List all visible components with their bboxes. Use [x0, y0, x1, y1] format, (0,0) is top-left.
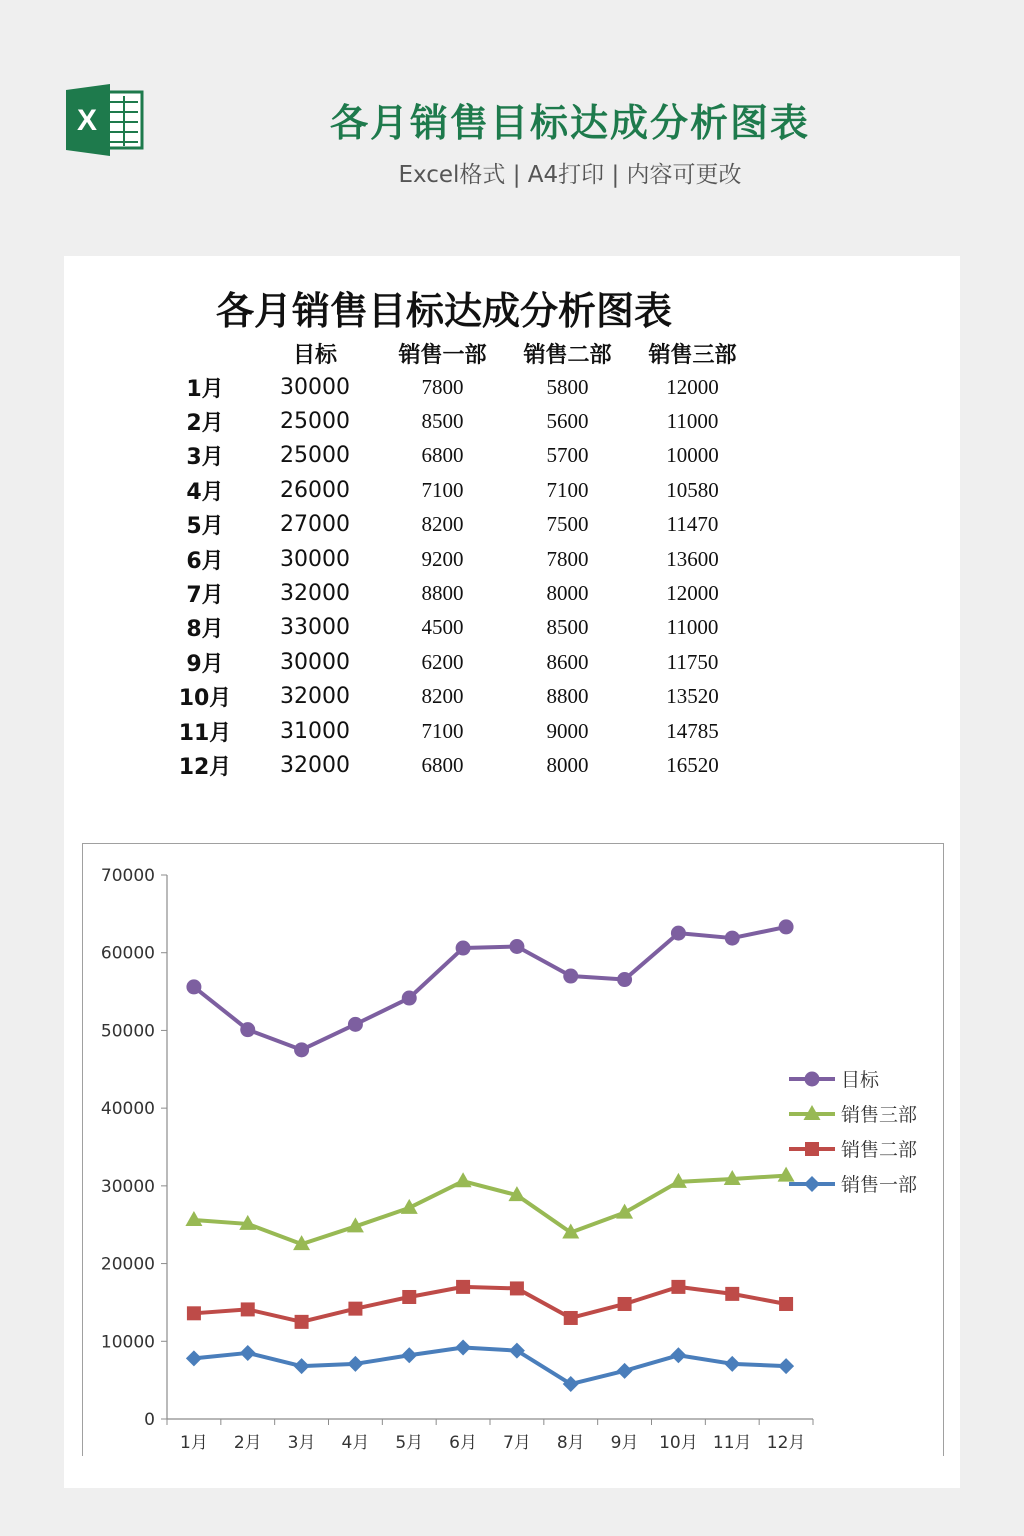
- cell-d3: 11000: [666, 409, 719, 434]
- data-point: [402, 991, 417, 1006]
- data-point: [725, 1287, 739, 1301]
- cell-month: 10月: [178, 686, 232, 712]
- cell-d2: 5800: [546, 374, 589, 399]
- data-point: [456, 1280, 470, 1294]
- data-point: [618, 1297, 632, 1311]
- cell-d2: 5700: [546, 443, 589, 468]
- data-point: [617, 972, 632, 987]
- data-point: [564, 1311, 578, 1325]
- cell-d2: 8800: [546, 684, 589, 709]
- cell-d1: 6800: [421, 752, 464, 777]
- table-row: [160, 508, 755, 542]
- data-point: [295, 1315, 309, 1329]
- cell-target: 25000: [280, 409, 350, 435]
- data-point: [294, 1358, 310, 1374]
- table-row: [160, 370, 755, 404]
- data-point: [240, 1345, 256, 1361]
- table-row: [160, 404, 755, 438]
- cell-d1: 8500: [421, 409, 464, 434]
- cell-d2: 8600: [546, 649, 589, 674]
- data-point: [186, 979, 201, 994]
- legend-marker: [805, 1142, 819, 1156]
- cell-d1: 6800: [421, 443, 464, 468]
- cell-d1: 6200: [421, 649, 464, 674]
- y-tick-label: 40000: [100, 1099, 155, 1120]
- table-row: [160, 680, 755, 714]
- cell-d2: 5600: [546, 409, 589, 434]
- y-tick-label: 0: [144, 1410, 155, 1430]
- data-point: [348, 1302, 362, 1316]
- cell-d1: 8800: [421, 581, 464, 606]
- series-line: [194, 1348, 786, 1385]
- data-point: [670, 1347, 686, 1363]
- legend-label: 销售二部: [841, 1139, 918, 1161]
- cell-target: 30000: [280, 374, 350, 400]
- data-point: [456, 941, 471, 956]
- cell-d3: 10000: [666, 443, 719, 468]
- cell-d3: 13520: [666, 684, 719, 709]
- y-tick-label: 50000: [100, 1021, 155, 1042]
- data-point: [509, 939, 524, 954]
- cell-month: 12月: [178, 754, 232, 780]
- excel-logo-letter: X: [76, 104, 98, 137]
- page-subtitle: Excel格式 | A4打印 | 内容可更改: [398, 162, 742, 188]
- header-dept1: 销售一部: [398, 342, 487, 368]
- x-tick-label: 12月: [766, 1433, 806, 1453]
- header-dept2: 销售二部: [523, 342, 612, 368]
- cell-target: 27000: [280, 512, 350, 538]
- data-point: [725, 931, 740, 946]
- header-blank: [160, 336, 250, 370]
- series-line: [194, 1287, 786, 1322]
- y-tick-label: 20000: [100, 1254, 155, 1275]
- table-row: [160, 439, 755, 473]
- table-row: [160, 714, 755, 748]
- line-chart: [82, 843, 944, 1456]
- cell-target: 32000: [280, 581, 350, 607]
- x-tick-label: 9月: [610, 1433, 639, 1453]
- table-row: [160, 645, 755, 679]
- data-point: [671, 1280, 685, 1294]
- cell-target: 31000: [280, 718, 350, 744]
- data-point: [455, 1340, 471, 1356]
- cell-d3: 14785: [666, 718, 719, 743]
- data-point: [294, 1042, 309, 1057]
- data-point: [240, 1022, 255, 1037]
- data-point: [671, 926, 686, 941]
- cell-d3: 10580: [666, 477, 719, 502]
- cell-d2: 7500: [546, 512, 589, 537]
- cell-d3: 12000: [666, 581, 719, 606]
- legend-marker: [805, 1072, 820, 1087]
- data-point: [779, 919, 794, 934]
- header-dept3: 销售三部: [648, 342, 737, 368]
- y-tick-label: 10000: [100, 1332, 155, 1353]
- excel-logo-icon: [66, 84, 144, 156]
- spreadsheet-preview: [64, 256, 960, 1488]
- cell-d3: 11000: [666, 615, 719, 640]
- data-point: [401, 1347, 417, 1363]
- cell-d2: 7100: [546, 477, 589, 502]
- table-row: [160, 748, 755, 782]
- header-target: 目标: [292, 342, 337, 368]
- cell-d1: 9200: [421, 546, 464, 571]
- data-point: [402, 1290, 416, 1304]
- table-header-row: [160, 336, 755, 370]
- data-point: [455, 1172, 472, 1187]
- cell-month: 4月: [186, 479, 224, 505]
- data-point: [241, 1302, 255, 1316]
- table-row: [160, 576, 755, 610]
- cell-month: 3月: [186, 445, 224, 471]
- cell-month: 11月: [178, 720, 232, 746]
- cell-d3: 12000: [666, 374, 719, 399]
- data-point: [510, 1281, 524, 1295]
- data-point: [563, 969, 578, 984]
- cell-month: 9月: [186, 651, 224, 677]
- y-tick-label: 30000: [100, 1176, 155, 1197]
- sheet-title: 各月销售目标达成分析图表: [215, 289, 672, 333]
- legend-label: 销售一部: [841, 1174, 918, 1196]
- x-tick-label: 3月: [287, 1433, 316, 1453]
- table-row: [160, 611, 755, 645]
- data-point: [348, 1017, 363, 1032]
- y-tick-label: 70000: [100, 866, 155, 886]
- cell-d2: 8000: [546, 752, 589, 777]
- data-point: [187, 1306, 201, 1320]
- legend-marker: [804, 1176, 820, 1192]
- legend-label: 目标: [841, 1069, 880, 1091]
- cell-target: 30000: [280, 649, 350, 675]
- x-tick-label: 8月: [556, 1433, 585, 1453]
- cell-d1: 8200: [421, 684, 464, 709]
- table-row: [160, 542, 755, 576]
- legend-label: 销售三部: [841, 1104, 918, 1126]
- data-point: [778, 1358, 794, 1374]
- cell-month: 7月: [186, 583, 224, 609]
- cell-d2: 8500: [546, 615, 589, 640]
- cell-month: 2月: [186, 411, 224, 437]
- x-tick-label: 6月: [449, 1433, 477, 1453]
- cell-target: 30000: [280, 546, 350, 572]
- x-tick-label: 10月: [659, 1433, 698, 1453]
- cell-d2: 7800: [546, 546, 589, 571]
- cell-d1: 4500: [421, 615, 464, 640]
- cell-d2: 9000: [546, 718, 589, 743]
- cell-d1: 7100: [421, 477, 464, 502]
- x-tick-label: 4月: [341, 1433, 370, 1453]
- cell-d1: 7100: [421, 718, 464, 743]
- y-tick-label: 60000: [100, 943, 155, 964]
- cell-d1: 7800: [421, 374, 464, 399]
- cell-target: 25000: [280, 443, 350, 469]
- cell-target: 33000: [280, 615, 350, 641]
- page-title: 各月销售目标达成分析图表: [329, 101, 810, 145]
- cell-d3: 16520: [666, 752, 719, 777]
- data-point: [724, 1356, 740, 1372]
- x-tick-label: 11月: [712, 1433, 752, 1453]
- cell-target: 32000: [280, 684, 350, 710]
- data-point: [186, 1350, 202, 1366]
- chart-svg: [83, 844, 943, 1456]
- x-tick-label: 2月: [233, 1433, 262, 1453]
- cell-d3: 11750: [666, 649, 719, 674]
- data-table: [160, 336, 755, 783]
- series-line: [194, 1176, 786, 1245]
- cell-month: 5月: [186, 514, 224, 540]
- x-tick-label: 5月: [395, 1433, 424, 1453]
- cell-month: 6月: [186, 548, 224, 574]
- data-point: [617, 1363, 633, 1379]
- cell-d1: 8200: [421, 512, 464, 537]
- x-tick-label: 7月: [503, 1433, 531, 1453]
- table-row: [160, 473, 755, 507]
- cell-month: 8月: [186, 617, 224, 643]
- cell-target: 26000: [280, 477, 350, 503]
- cell-month: 1月: [186, 376, 224, 402]
- x-tick-label: 1月: [180, 1433, 208, 1453]
- cell-d2: 8000: [546, 581, 589, 606]
- cell-target: 32000: [280, 752, 350, 778]
- series-line: [194, 927, 786, 1050]
- cell-d3: 13600: [666, 546, 719, 571]
- data-point: [347, 1356, 363, 1372]
- cell-d3: 11470: [666, 512, 719, 537]
- data-point: [779, 1297, 793, 1311]
